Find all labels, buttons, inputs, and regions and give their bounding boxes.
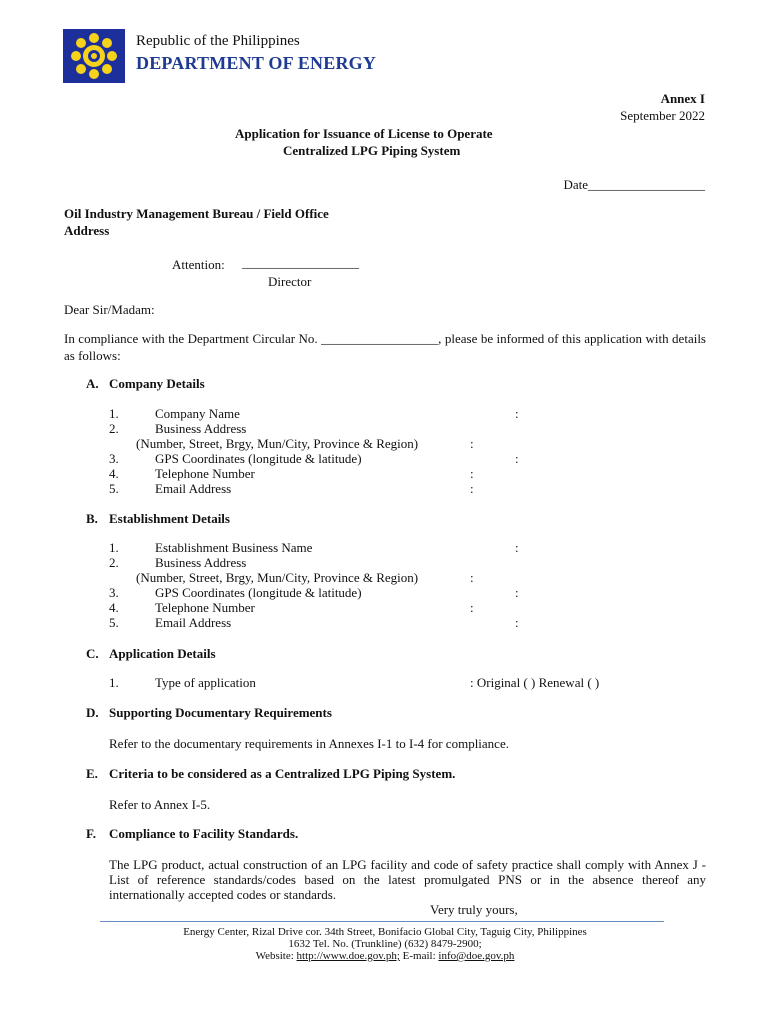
section-f-title: Compliance to Facility Standards.: [109, 826, 299, 841]
list-item-num: 5.: [109, 481, 119, 496]
section-e-text: Refer to Annex I-5.: [109, 797, 211, 812]
attention-role: Director: [268, 274, 312, 289]
list-item-label: Business Address: [155, 555, 247, 570]
list-item-colon: :: [515, 615, 519, 630]
list-item-num: 4.: [109, 600, 119, 615]
list-item-label: Business Address: [155, 421, 247, 436]
republic-label: Republic of the Philippines: [136, 33, 300, 49]
attention-blank: __________________: [242, 255, 359, 270]
list-item-num: 3.: [109, 585, 119, 600]
annex-title: Annex I: [660, 91, 705, 106]
section-f-heading: [86, 826, 298, 842]
section-d-title: Supporting Documentary Requirements: [109, 705, 332, 720]
list-item-label: (Number, Street, Brgy, Mun/City, Province & Region): [136, 436, 419, 451]
list-item-label: GPS Coordinates (longitude & latitude): [155, 451, 362, 466]
list-item-num: 5.: [109, 615, 119, 630]
section-d-letter: D.: [86, 705, 99, 720]
list-item-label: Company Name: [155, 406, 240, 421]
doc-title-line1: Application for Issuance of License to Operate: [235, 126, 493, 141]
footer-address: Energy Center, Rizal Drive cor. 34th Street, Bonifacio Global City, Taguig City, Philippines: [183, 926, 587, 938]
list-item-num: 2.: [109, 555, 119, 570]
list-item-num: 2.: [109, 421, 119, 436]
section-e-letter: E.: [86, 766, 98, 781]
section-c-title: Application Details: [109, 646, 216, 661]
attention-label: Attention:: [172, 257, 225, 272]
section-d-text: Refer to the documentary requirements in Annexes I-1 to I-4 for compliance.: [109, 736, 509, 751]
list-item-colon: :: [515, 540, 519, 555]
list-item-colon: :: [515, 451, 519, 466]
list-item-label: Telephone Number: [155, 466, 255, 481]
section-a-letter: A.: [86, 376, 99, 391]
section-e-title: Criteria to be considered as a Centralized LPG Piping System.: [109, 766, 456, 781]
list-item-label: (Number, Street, Brgy, Mun/City, Province & Region): [136, 570, 419, 585]
section-d-heading: [86, 705, 332, 721]
section-b-letter: B.: [86, 511, 98, 526]
salutation: Dear Sir/Madam:: [64, 302, 155, 317]
list-item-num: 3.: [109, 451, 119, 466]
list-item-label: Email Address: [155, 481, 232, 496]
section-b-title: Establishment Details: [109, 511, 230, 526]
list-item-colon: :: [470, 436, 474, 451]
list-item-colon: :: [470, 570, 474, 585]
list-item-colon: :: [470, 600, 474, 615]
section-f-text: The LPG product, actual construction of an LPG facility and code of safety practice shall comply with Annex J - List of reference standards/codes based on the latest promulgated PNS or in the absence thereof any internationally accepted codes or standards.: [109, 857, 706, 902]
annex-date: September 2022: [620, 108, 705, 123]
section-b-heading: [86, 511, 230, 527]
recipient-line1: Oil Industry Management Bureau / Field Office: [64, 206, 329, 221]
doc-title-line2: Centralized LPG Piping System: [283, 143, 461, 158]
recipient-line2: Address: [64, 223, 110, 238]
list-item-num: 1.: [109, 540, 119, 555]
footer-phone: 1632 Tel. No. (Trunkline) (632) 8479-2900;: [288, 938, 482, 950]
list-item-colon: :: [470, 466, 474, 481]
closing: Very truly yours,: [430, 902, 518, 917]
department-title: DEPARTMENT OF ENERGY: [136, 53, 377, 73]
section-a-heading: [86, 376, 205, 392]
website-link[interactable]: http://www.doe.gov.ph;: [296, 950, 400, 962]
list-item-label: Telephone Number: [155, 600, 255, 615]
section-f-letter: F.: [86, 826, 96, 841]
section-a-title: Company Details: [109, 376, 205, 391]
doe-logo-icon: [63, 29, 125, 83]
section-e-heading: [86, 766, 455, 782]
list-item-num: 4.: [109, 466, 119, 481]
intro-paragraph: In compliance with the Department Circular No. __________________, please be informed of this application with details as follows:: [64, 331, 706, 363]
section-c-heading: [86, 646, 216, 662]
list-item-colon: :: [470, 481, 474, 496]
application-type-options: : Original ( ) Renewal ( ): [470, 675, 600, 690]
date-line: Date__________________: [563, 177, 705, 192]
footer-contact: [0, 950, 770, 962]
list-item-colon: :: [515, 406, 519, 421]
website-label: Website:: [255, 950, 297, 962]
list-item-colon: :: [515, 585, 519, 600]
list-item-label: Email Address: [155, 615, 232, 630]
list-item-label: GPS Coordinates (longitude & latitude): [155, 585, 362, 600]
list-item-num: 1.: [109, 675, 119, 690]
list-item-label: Type of application: [155, 675, 256, 690]
footer-divider: [100, 921, 664, 922]
section-c-letter: C.: [86, 646, 99, 661]
email-label: E-mail:: [399, 950, 439, 962]
list-item-num: 1.: [109, 406, 119, 421]
email-link[interactable]: info@doe.gov.ph: [438, 950, 515, 962]
list-item-label: Establishment Business Name: [155, 540, 313, 555]
